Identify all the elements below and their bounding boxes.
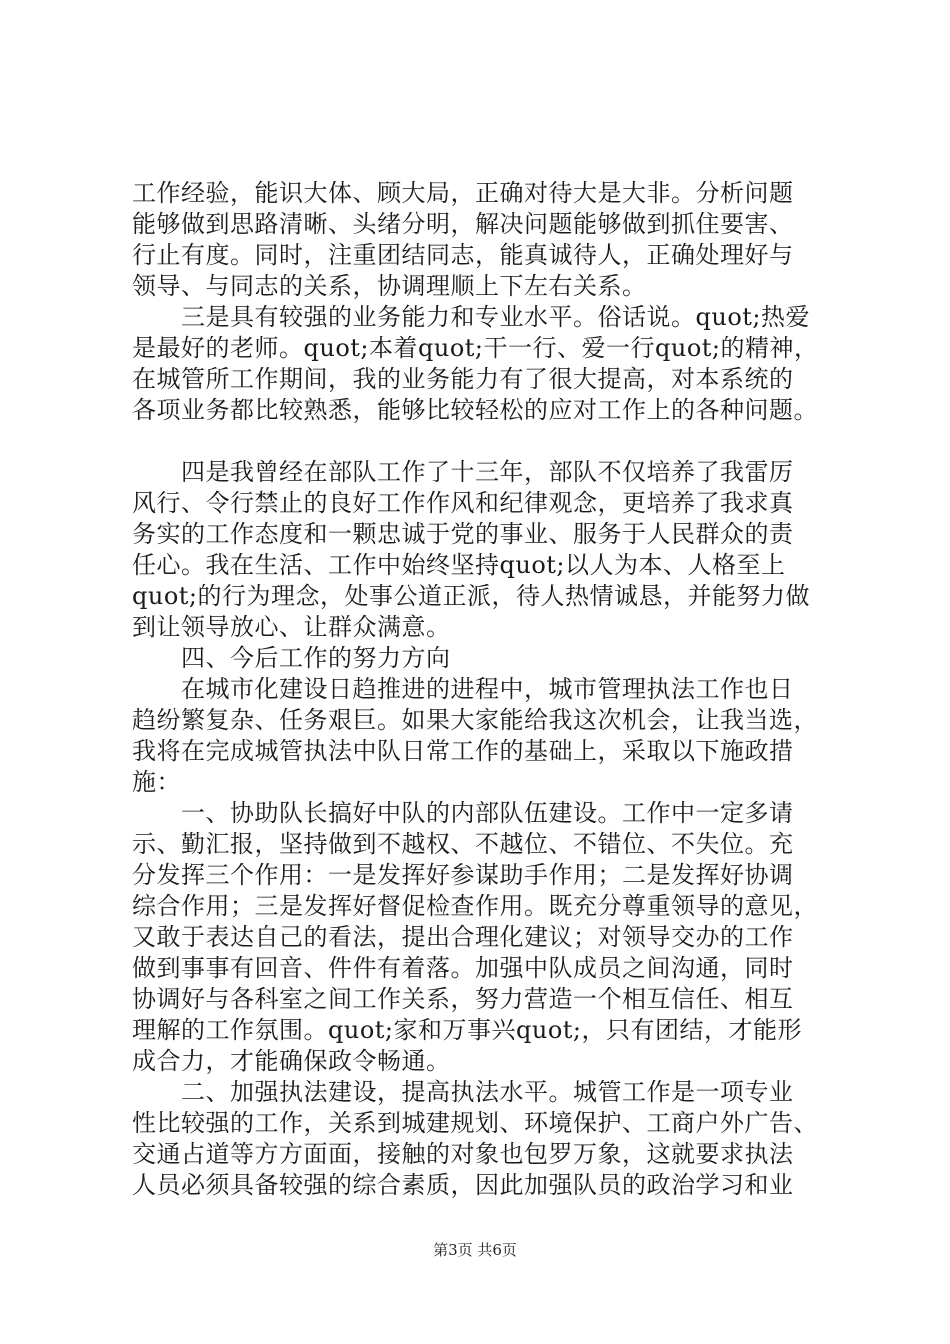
text-line: 在城管所工作期间，我的业务能力有了很大提高，对本系统的 xyxy=(132,365,794,393)
text-line: 三是具有较强的业务能力和专业水平。俗话说。quot;热爱 xyxy=(132,303,810,331)
page-footer: 第3页 共6页 xyxy=(433,1241,517,1259)
text-line: 交通占道等方方面面，接触的对象也包罗万象，这就要求执法 xyxy=(132,1140,794,1168)
text-line: quot;的行为理念，处事公道正派，待人热情诚恳，并能努力做 xyxy=(132,582,810,610)
text-line: 风行、令行禁止的良好工作作风和纪律观念，更培养了我求真 xyxy=(132,489,794,517)
text-line: 综合作用；三是发挥好督促检查作用。既充分尊重领导的意见， xyxy=(132,892,818,920)
text-line: 趋纷繁复杂、任务艰巨。如果大家能给我这次机会，让我当选， xyxy=(132,706,818,734)
text-line: 是最好的老师。quot;本着quot;干一行、爱一行quot;的精神， xyxy=(132,334,819,362)
text-line: 行止有度。同时，注重团结同志，能真诚待人，正确处理好与 xyxy=(132,241,794,269)
body-text xyxy=(132,178,832,1201)
text-line: 我将在完成城管执法中队日常工作的基础上，采取以下施政措 xyxy=(132,737,794,765)
text-line: 到让领导放心、让群众满意。 xyxy=(132,613,451,641)
text-line: 性比较强的工作，关系到城建规划、环境保护、工商户外广告、 xyxy=(132,1109,818,1137)
text-line: 领导、与同志的关系，协调理顺上下左右关系。 xyxy=(132,272,647,300)
text-line: 做到事事有回音、件件有着落。加强中队成员之间沟通，同时 xyxy=(132,954,794,982)
text-line: 务实的工作态度和一颗忠诚于党的事业、服务于人民群众的责 xyxy=(132,520,794,548)
text-line: 协调好与各科室之间工作关系，努力营造一个相互信任、相互 xyxy=(132,985,794,1013)
text-line: 工作经验，能识大体、顾大局，正确对待大是大非。分析问题 xyxy=(132,179,794,207)
text-line: 示、勤汇报，坚持做到不越权、不越位、不错位、不失位。充 xyxy=(132,830,794,858)
text-line: 任心。我在生活、工作中始终坚持quot;以人为本、人格至上 xyxy=(132,551,786,579)
text-line: 人员必须具备较强的综合素质，因此加强队员的政治学习和业 xyxy=(132,1171,794,1199)
paragraph-gap xyxy=(132,426,832,457)
text-line: 能够做到思路清晰、头绪分明，解决问题能够做到抓住要害、 xyxy=(132,210,794,238)
text-line: 在城市化建设日趋推进的进程中，城市管理执法工作也日 xyxy=(132,675,794,703)
text-line: 各项业务都比较熟悉，能够比较轻松的应对工作上的各种问题。 xyxy=(132,396,818,424)
text-line: 一、协助队长搞好中队的内部队伍建设。工作中一定多请 xyxy=(132,799,794,827)
text-line: 理解的工作氛围。quot;家和万事兴quot;，只有团结，才能形 xyxy=(132,1016,802,1044)
text-line: 分发挥三个作用：一是发挥好参谋助手作用；二是发挥好协调 xyxy=(132,861,794,889)
text-line: 又敢于表达自己的看法，提出合理化建议；对领导交办的工作 xyxy=(132,923,794,951)
section-heading: 四、今后工作的努力方向 xyxy=(132,644,451,672)
text-line: 四是我曾经在部队工作了十三年，部队不仅培养了我雷厉 xyxy=(132,458,794,486)
text-line: 施： xyxy=(132,768,181,796)
text-line: 成合力，才能确保政令畅通。 xyxy=(132,1047,451,1075)
text-line: 二、加强执法建设，提高执法水平。城管工作是一项专业 xyxy=(132,1078,794,1106)
